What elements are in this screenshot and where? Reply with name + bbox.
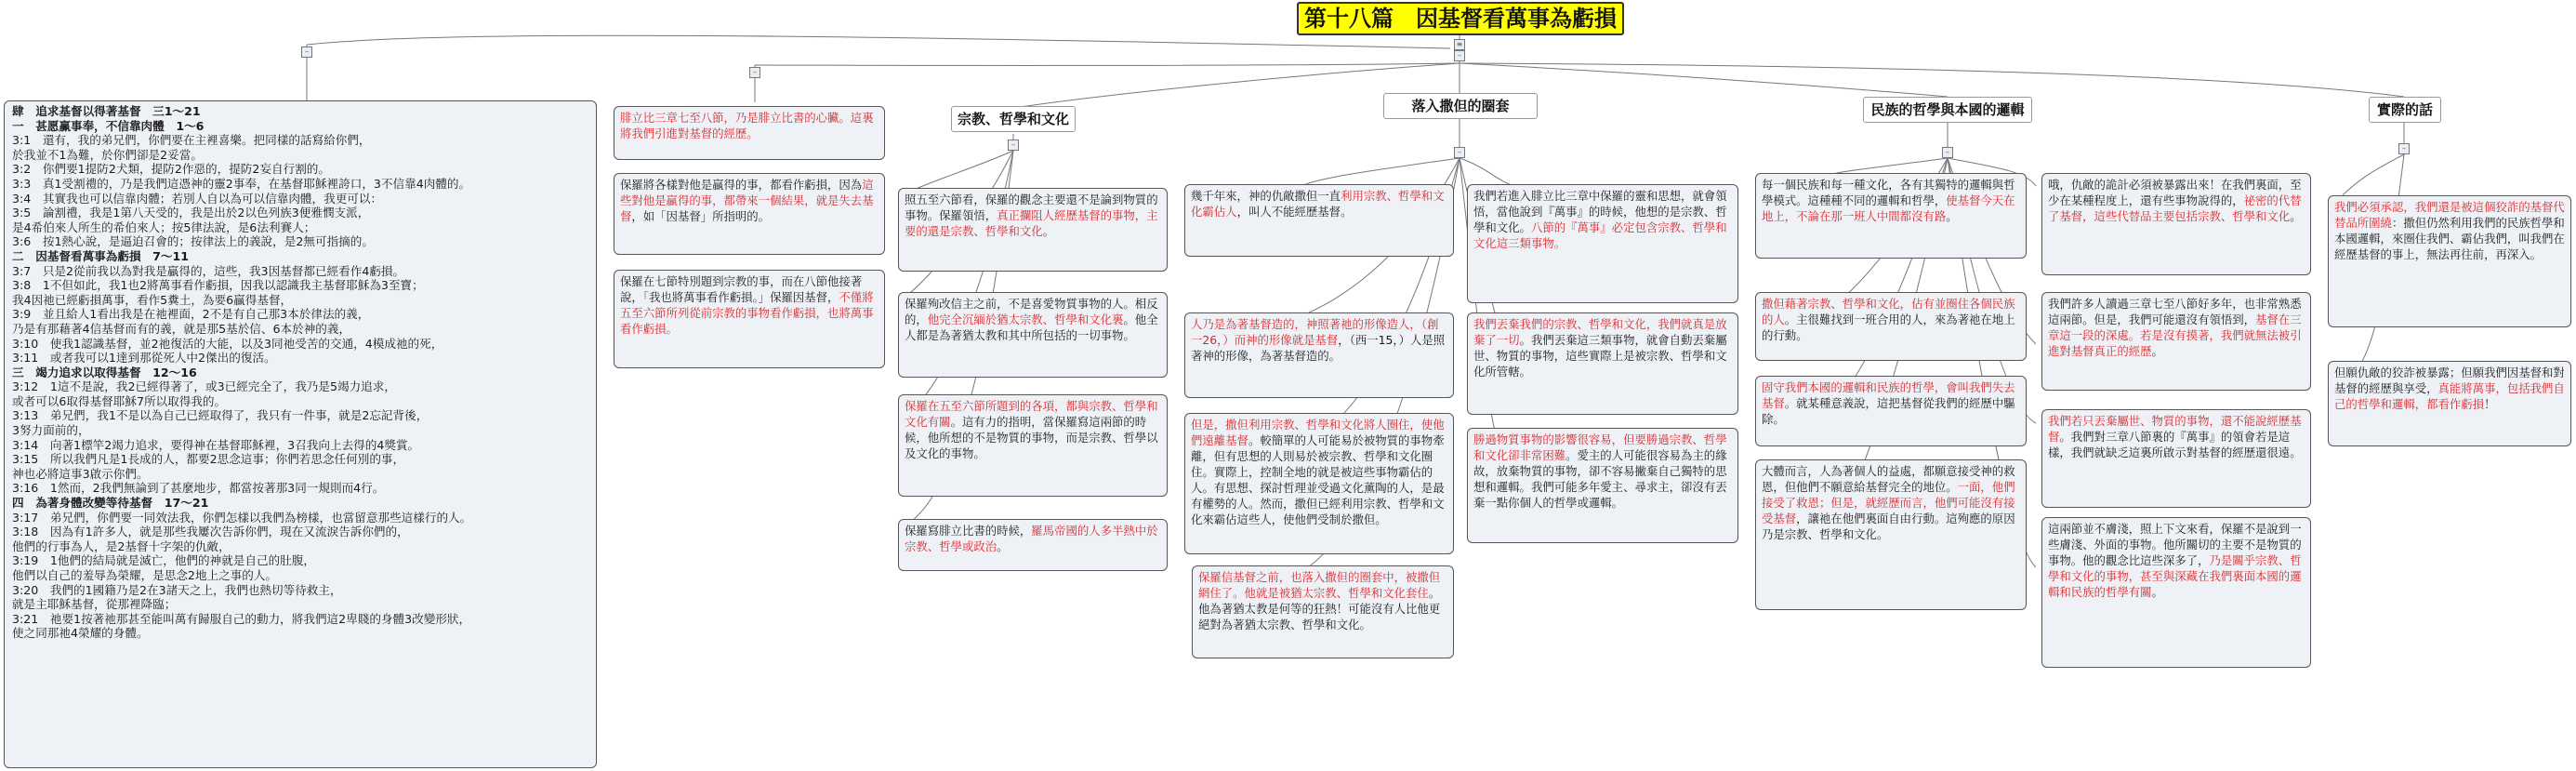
col3-box-1 (898, 188, 1168, 272)
outline-verse: 3:11 或者我可以1達到那從死人中2傑出的復活。 (12, 351, 276, 366)
outline-verse: 3:8 1不但如此，我1也2將萬事看作虧損，因我以認識我主基督耶穌為3至寶； (12, 278, 424, 293)
note-highlight: 人乃是為著基督造的，神照著祂的形像造人，（創一26，）而神的形像就是基督 (1191, 317, 1439, 347)
col6-box-2 (1755, 292, 2027, 361)
note-text: ，（西一15，）人是照著神的形像，為著基督造的。 (1191, 333, 1446, 363)
note-text: 。較簡單的人可能易於被物質的事物牽離，但有思想的人則易於被宗教、哲學和文化圈住。實際上，控制全地的就是被這些事物霸佔的人。有思想、探討哲理並受過文化薰陶的人，是最有權勢的人。然而，撒但已經利用宗教、哲學和文化來霸佔這些人，使他們受制於撒但。 (1191, 433, 1445, 526)
note-text: 保羅將各樣對他是贏得的事，都看作虧損，因為 (620, 178, 863, 192)
col5-box-3 (1467, 428, 1738, 543)
outline-verse: 3:18 因為有1許多人，就是那些我屢次告訴你們，現在又流淚告訴你們的， (12, 525, 409, 539)
note-text: 我們若進入腓立比三章中保羅的靈和思想，就會領悟，當他說到『萬事』的時候，他想的是宗教、哲學和文化。 (1473, 189, 1727, 234)
note-highlight: 使基督今天在地上，不論在那一班人中間都沒有路 (1762, 193, 2015, 223)
col3-box-2 (898, 292, 1168, 378)
note-highlight: 基督在三章這一段的深處。若是沒有摸著，我們就無法被引進對基督真正的經歷 (2048, 312, 2302, 358)
outline-verse: 3:3 真1受割禮的，乃是我們這憑神的靈2事奉，在基督耶穌裡誇口，3不信靠4肉體的。 (12, 176, 471, 191)
collapse-icon[interactable]: – (1454, 147, 1465, 158)
outline-verse: 3:9 並且給人1看出我是在祂裡面，2不是有自己那3本於律法的義， (12, 307, 370, 322)
outline-verse: 3:7 只是2從前我以為對我是贏得的，這些，我3因基督都已經看作4虧損。 (12, 263, 405, 278)
col2-heart-note (614, 106, 885, 160)
outline-verse: 神也必將這事3啟示你們。 (12, 466, 149, 481)
col8-box-1 (2328, 195, 2571, 327)
note-text: 。就某種意義說，這把基督從我們的經歷中驅除。 (1762, 396, 2015, 426)
note-text: 幾千年來，神的仇敵撒但一直 (1191, 189, 1341, 203)
outline-verse: 3:12 1這不是說，我2已經得著了，或3已經完全了，我乃是5竭力追求， (12, 379, 396, 394)
outline-verse: 就是主耶穌基督，從那裡降臨； (12, 597, 177, 612)
outline-verse: 3:6 按1熱心說，是逼迫召會的；按律法上的義說，是2無可指摘的。 (12, 234, 374, 249)
col7-box-2 (2041, 292, 2311, 391)
col7-box-3 (2041, 409, 2311, 508)
note-highlight: 乃是關乎宗教、哲學和文化的事物，甚至與深藏在我們裏面本國的邏輯和民族的哲學有關 (2048, 553, 2302, 599)
note-highlight: 我們丟棄我們的宗教、哲學和文化，我們就真是放棄了一切 (1473, 317, 1727, 347)
collapse-icon[interactable]: – (301, 47, 312, 58)
branch-fallen[interactable]: 落入撒但的圈套 (1383, 93, 1538, 119)
note-highlight: 保羅信基督之前，也落入撒但的圈套中，被撒但網住了。他就是被猶太宗教、哲學和文化套住 (1198, 570, 1441, 600)
col4-box-4 (1192, 565, 1454, 658)
col4-box-1 (1184, 184, 1454, 257)
note-text: 保羅寫腓立比書的時候， (905, 524, 1032, 538)
outline-heading: 四 為著身體改變等待基督 17～21 (12, 496, 209, 511)
outline-verse: 乃是有那藉著4信基督而有的義，就是那5基於信、6本於神的義， (12, 321, 351, 336)
note-highlight: 勝過物質事物的影響很容易，但要勝過宗教、哲學和文化卻非常困難 (1473, 432, 1727, 462)
note-text: 。我們對三章八節裏的『萬事』的領會若是這樣，我們就缺乏這裏所啟示對基督的經歷還很遠。 (2048, 430, 2302, 459)
note-text: 。 (997, 539, 1009, 553)
note-text: 每一個民族和每一種文化，各有其獨特的邏輯與哲學模式。這種種不同的邏輯和哲學， (1762, 178, 2015, 207)
outline-heading: 一 甚愿赢事奉，不信靠肉體 1～6 (12, 118, 205, 133)
note-highlight: 保羅在五至六節所題到的各項，都與宗教、哲學和文化有關 (905, 399, 1158, 429)
note-highlight: 撒但藉著宗教、哲學和文化，佔有並圈住各個民族的人 (1762, 297, 2015, 326)
note-text: ，叫人不能經歷基督。 (1236, 205, 1353, 219)
collapse-icon[interactable]: – (749, 67, 760, 78)
note-text: 保羅殉改信主之前，不是喜愛物質事物的人。相反的， (905, 297, 1158, 326)
outline-verse: 他們以自己的羞辱為榮耀，是思念2地上之事的人。 (12, 568, 278, 582)
note-text: 。 (2290, 209, 2302, 223)
branch-religion[interactable]: 宗教、哲學和文化 (951, 106, 1076, 132)
col7-box-1 (2041, 173, 2311, 275)
outline-heading: 三 竭力追求以取得基督 12～16 (12, 365, 197, 379)
note-text: ，讓祂在他們裏面自由行動。這殉應的原因乃是宗教、哲學和文化。 (1762, 512, 2015, 541)
outline-verse: 3:5 論割禮，我是1第八天受的，我是出於2以色列族3便雅憫支派， (12, 206, 370, 220)
diagram-title: 第十八篇 因基督看萬事為虧損 (1297, 2, 1624, 35)
note-text: 。主很難找到一班合用的人，來為著祂在地上的行動。 (1762, 312, 2015, 342)
note-text: 。 (2151, 344, 2163, 358)
outline-verse: 於我並不1為難，於你們卻是2妥當。 (12, 147, 203, 162)
col6-box-4 (1755, 459, 2027, 610)
col5-box-2 (1467, 312, 1738, 415)
outline-verse: 3:4 其實我也可以信靠肉體；若別人自以為可以信靠肉體，我更可以： (12, 191, 383, 206)
note-highlight: 羅馬帝國的人多半熱中於宗教、哲學或政治 (905, 524, 1158, 553)
outline-verse: 3:21 祂要1按著祂那甚至能叫萬有歸服自己的動力，將我們這2卑賤的身體3改變形狀， (12, 611, 471, 626)
collapse-icon[interactable]: – (1942, 147, 1953, 158)
outline-verse: 使之同那祂4榮耀的身體。 (12, 626, 149, 641)
outline-verse: 3:15 所以我們凡是1長成的人，都要2思念這事；你們若思念任何別的事， (12, 452, 405, 467)
note-text: 腓立比三章七至八節，乃是腓立比書的心臟。這裏將我們引進對基督的經歷。 (620, 111, 874, 140)
col2-box-2 (614, 270, 885, 368)
col6-box-1 (1755, 173, 2027, 259)
note-highlight: 一面，他們接受了救恩；但是，就經歷而言，他們可能沒有接受基督 (1762, 480, 2015, 525)
note-text: 保羅在七節特別題到宗教的事，而在八節他接著說，「我也將萬事看作虧損。」保羅因基督， (620, 274, 863, 304)
note-highlight: 真能將萬事，包括我們自己的哲學和邏輯，都看作虧損 (2334, 381, 2565, 411)
note-text: 照五至六節看，保羅的觀念主要還不是論到物質的事物。保羅領悟， (905, 193, 1158, 222)
note-highlight: 他完全沉緬於猶太宗教、哲學和文化裏 (927, 312, 1124, 326)
outline-verse: 他們的行事為人，是2基督十字架的仇敵， (12, 538, 231, 553)
outline-verse: 3:10 使我1認識基督，並2祂復活的大能，以及3同祂受苦的交通，4模成祂的死， (12, 336, 443, 351)
note-text: 。愛主的人可能很容易為主的緣故，放棄物質的事物，卻不容易撇棄自己獨特的思想和邏輯。我們可能多年愛主、尋求主，卻沒有丟棄一點你個人的哲學或邏輯。 (1473, 448, 1727, 510)
note-highlight: 祕密的代替了基督，這些代替品主要包括宗教、哲學和文化 (2048, 193, 2302, 223)
outline-verse: 是4希伯來人所生的希伯來人；按5律法說，是6法利賽人； (12, 219, 316, 234)
outline-heading: 二 因基督看萬事為虧損 7～11 (12, 248, 190, 263)
note-highlight: 不僅將五至六節所列從前宗教的事物看作虧損，也將萬事看作虧損。 (620, 290, 874, 336)
outline-verse: 3:17 弟兄們，你們要一同效法我，你們怎樣以我們為榜樣，也當留意那些這樣行的人。 (12, 510, 472, 525)
note-text: 哦，仇敵的詭計必須被暴露出來！在我們裏面，至少在某種程度上，還有些事物說得的， (2048, 178, 2302, 207)
note-text: 。 (2151, 585, 2163, 599)
note-highlight: 固守我們本國的邏輯和民族的哲學，會叫我們失去基督 (1762, 380, 2015, 410)
col5-box-1 (1467, 184, 1738, 303)
note-highlight: 利用宗教、哲學和文化霸佔人 (1191, 189, 1445, 219)
note-highlight: 這些對他是贏得的事，都帶來一個結果，就是失去基督 (620, 178, 874, 223)
outline-verse: 3:14 向著1標竿2竭力追求，要得神在基督耶穌裡，3召我向上去得的4獎賞。 (12, 437, 420, 452)
note-highlight: 八節的『萬事』必定包含宗教、哲學和文化這三類事物。 (1473, 220, 1727, 250)
note-highlight: 我們若只丟棄屬世、物質的事物，還不能說經歷基督 (2048, 414, 2302, 444)
outline-verse: 3:1 還有，我的弟兄們，你們要在主裡喜樂。把同樣的話寫給你們， (12, 133, 371, 148)
note-text: 。這有力的指明，當保羅寫這兩節的時候，他所想的不是物質的事物，而是宗教、哲學以及文化的事物。 (905, 415, 1158, 460)
outline-verse: 3努力面前的， (12, 423, 90, 438)
collapse-icon[interactable]: – (2398, 143, 2410, 154)
note-text: 這兩節並不膚淺，照上下文來看，保羅不是說到一些膚淺、外面的事物。他所關切的主要不是物質的事物。他的觀念比這些深多了， (2048, 522, 2302, 567)
note-highlight: 真正攔阻人經歷基督的事物，主要的還是宗教、哲學和文化 (905, 208, 1158, 238)
outline-verse: 或者可以6取得基督耶穌7所以取得我的。 (12, 393, 227, 408)
branch-practical[interactable]: 實際的話 (2369, 97, 2441, 123)
outline-verse: 3:20 我們的1國籍乃是2在3諸天之上，我們也熱切等待救主， (12, 582, 342, 597)
col2-box-1 (614, 173, 885, 255)
col7-box-4 (2041, 517, 2311, 668)
note-highlight: 我們必須承認，我們還是被這個狡詐的基督代替品所圍繞 (2334, 200, 2565, 230)
note-text: ，如「因基督」所指明的。 (631, 209, 771, 223)
outline-verse: 3:13 弟兄們，我1不是以為自己已經取得了，我只有一件事，就是2忘記背後， (12, 408, 429, 423)
note-icon: ≡ (1454, 39, 1465, 50)
main-outline-box (4, 100, 597, 768)
col4-box-2 (1184, 312, 1454, 398)
note-text: 。 (1946, 209, 1958, 223)
note-text: 我們許多人讀過三章七至八節好多年，也非常熟悉這兩節。但是，我們可能還沒有領悟到， (2048, 297, 2302, 326)
note-text: 。他為著猶太教是何等的狂熱！可能沒有人比他更絕對為著猶太宗教、哲學和文化。 (1198, 586, 1441, 631)
col8-box-2 (2328, 361, 2571, 446)
col6-box-3 (1755, 376, 2027, 446)
col3-box-4 (898, 519, 1168, 571)
note-text: ！ (2484, 397, 2496, 411)
note-text: 。 (1042, 224, 1055, 238)
note-highlight: 但是，撒但利用宗教、哲學和文化將人圈住，使他們遠離基督 (1191, 418, 1445, 447)
note-text: 。我們丟棄這三類事物，就會自動丟棄屬世、物質的事物，這些實際上是被宗教、哲學和文化所管轄。 (1473, 333, 1727, 379)
branch-ethnic[interactable]: 民族的哲學與本國的邏輯 (1863, 97, 2032, 123)
collapse-icon[interactable]: – (1008, 140, 1019, 151)
note-text: 大體而言，人為著個人的益處，都願意接受神的救恩，但他們不願意給基督完全的地位。 (1762, 464, 2015, 494)
col4-box-3 (1184, 413, 1454, 554)
outline-heading: 肆 追求基督以得著基督 三1～21 (12, 104, 201, 118)
collapse-icon[interactable]: – (1454, 50, 1465, 61)
col3-box-3 (898, 394, 1168, 497)
outline-verse: 3:16 1然而，2我們無論到了甚麼地步，都當按著那3同一規則而4行。 (12, 481, 385, 496)
outline-verse: 我4因祂已經虧損萬事，看作5糞土，為要6贏得基督， (12, 292, 293, 307)
outline-verse: 3:19 1他們的結局就是滅亡，他們的神就是自己的肚腹， (12, 553, 315, 568)
note-text: 但願仇敵的狡詐被暴露；但願我們因基督和對基督的經歷與享受， (2334, 366, 2565, 395)
outline-verse: 3:2 你們要1提防2犬類，提防2作惡的，提防2妄自行割的。 (12, 162, 330, 177)
note-text: 。他全人都是為著猶太教和其中所包括的一切事物。 (905, 312, 1158, 342)
note-text: ：撒但仍然利用我們的民族哲學和本國邏輯，來圈住我們、霸佔我們，叫我們在經歷基督的事上，無法再往前，再深入。 (2334, 216, 2565, 261)
